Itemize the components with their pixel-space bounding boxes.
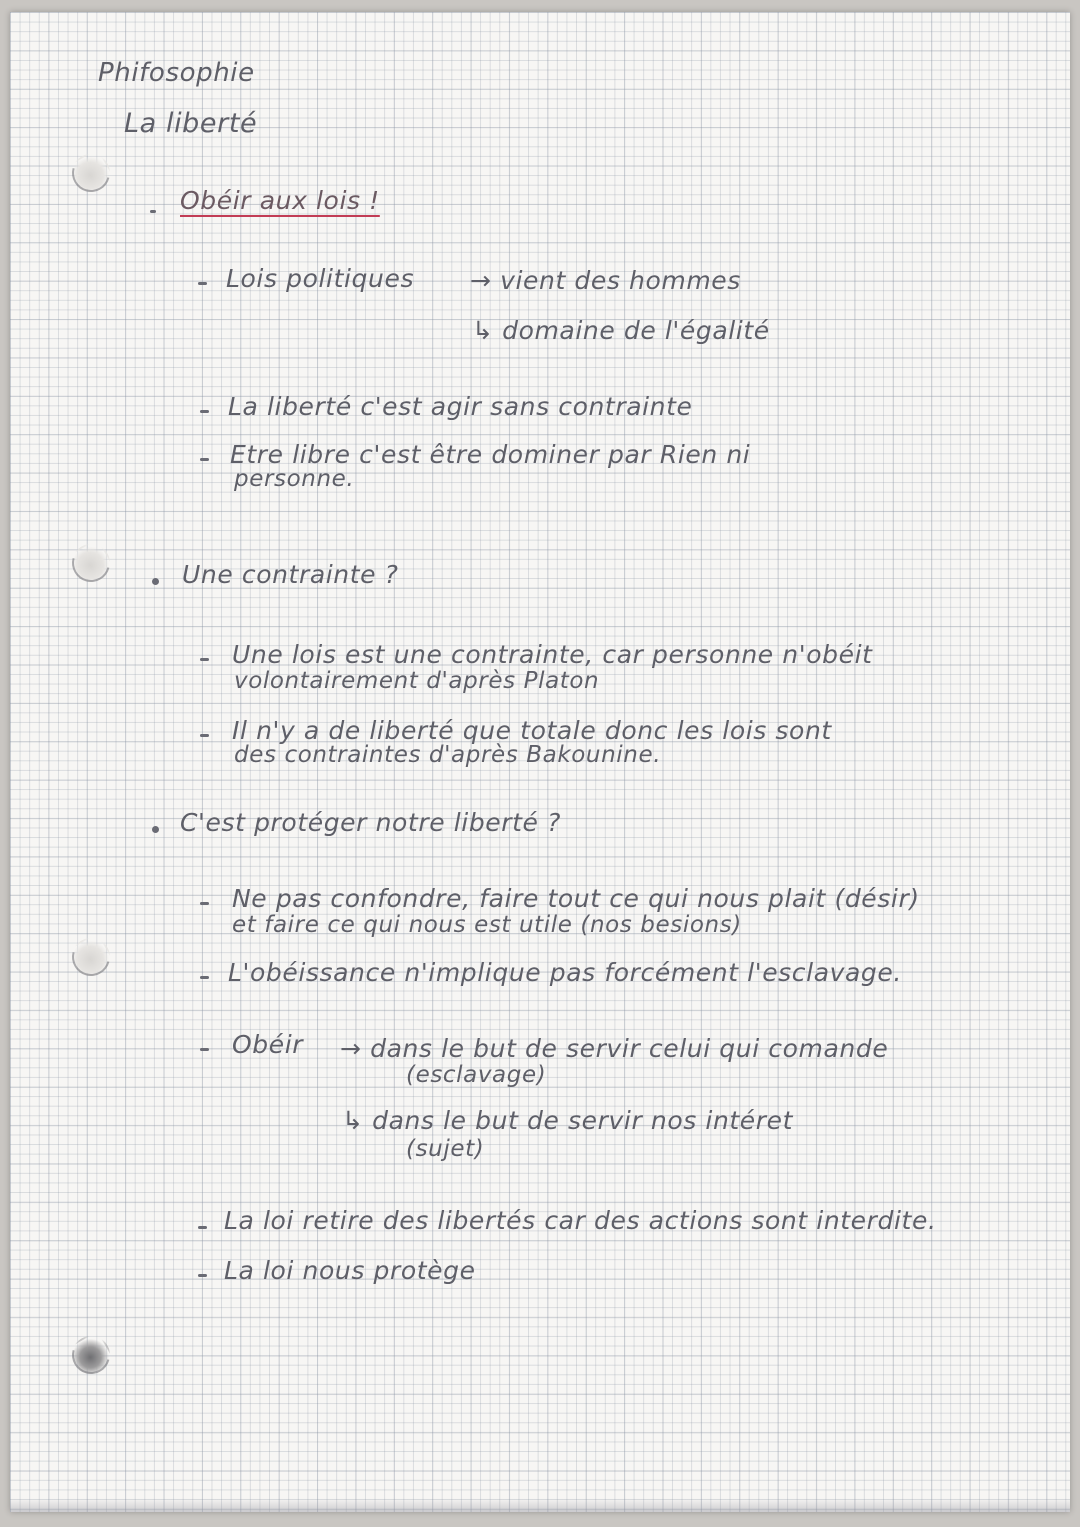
section-dash (150, 210, 156, 213)
item-dash (200, 410, 209, 413)
item-text-continued: volontairement d'après Platon (234, 668, 600, 694)
item-dash (200, 902, 209, 905)
arrow-line-continued: (sujet) (406, 1136, 485, 1162)
section-heading-3: C'est protéger notre liberté ? (180, 808, 561, 837)
section-heading-1: Obéir aux lois ! (180, 186, 380, 215)
item-text: Une lois est une contrainte, car personne n'obéit (232, 640, 873, 669)
item-text: Lois politiques (226, 264, 415, 293)
item-text: Ne pas confondre, faire tout ce qui nous plait (désir) (232, 884, 920, 913)
page-bottom-edge (10, 1498, 1070, 1512)
page-topic: La liberté (124, 108, 258, 139)
binder-hole-3 (65, 931, 117, 983)
section-bullet (152, 578, 159, 585)
binder-hole-2 (65, 537, 117, 589)
item-dash (198, 1274, 207, 1277)
page-subject: Phifosophie (98, 58, 255, 88)
section-bullet (152, 826, 159, 833)
arrow-line: ↳ domaine de l'égalité (472, 316, 770, 345)
item-text: Obéir (232, 1030, 304, 1059)
binder-hole-4 (65, 1329, 117, 1381)
item-text: La liberté c'est agir sans contrainte (228, 392, 693, 421)
item-text: La loi nous protège (224, 1256, 476, 1285)
item-text-continued: personne. (234, 466, 355, 492)
arrow-line: → dans le but de servir celui qui comande (340, 1034, 889, 1063)
notebook-page (10, 12, 1070, 1512)
item-dash (200, 658, 209, 661)
item-dash (200, 734, 209, 737)
arrow-line-continued: (esclavage) (406, 1062, 547, 1088)
item-dash (200, 1048, 209, 1051)
arrow-line: ↳ dans le but de servir nos intéret (342, 1106, 794, 1135)
binder-hole-1 (65, 147, 117, 199)
item-dash (198, 1226, 207, 1229)
item-dash (200, 458, 209, 461)
item-text-continued: des contraintes d'après Bakounine. (234, 742, 662, 768)
item-text: La loi retire des libertés car des actions sont interdite. (224, 1206, 937, 1235)
arrow-line: → vient des hommes (470, 266, 741, 295)
item-dash (200, 976, 209, 979)
item-dash (198, 282, 207, 285)
item-text: Etre libre c'est être dominer par Rien ni (230, 440, 751, 469)
item-text-continued: et faire ce qui nous est utile (nos besions) (232, 912, 742, 938)
item-text: Il n'y a de liberté que totale donc les lois sont (232, 716, 832, 745)
section-heading-2: Une contrainte ? (182, 560, 399, 589)
item-text: L'obéissance n'implique pas forcément l'esclavage. (228, 958, 902, 987)
